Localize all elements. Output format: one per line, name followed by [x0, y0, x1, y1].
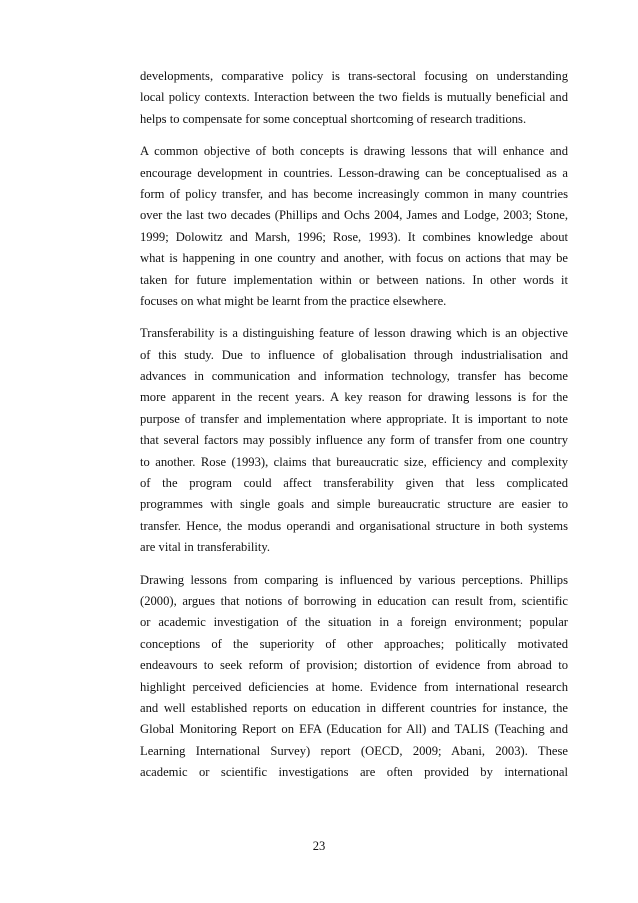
text-line: endeavours to seek reform of provision; distortion of evidence from abroad to — [140, 658, 568, 673]
text-line: programmes with single goals and simple bureaucratic structure are easier to — [140, 497, 568, 512]
text-line: developments, comparative policy is trans-sectoral focusing on understanding — [140, 69, 568, 83]
text-line: and well established reports on education in different countries for instance, the — [140, 700, 568, 715]
text-line: are vital in transferability. — [140, 540, 270, 555]
text-line: what is happening in one country and another, with focus on actions that may be — [140, 251, 568, 266]
text-line: conceptions of the superiority of other approaches; politically motivated — [140, 636, 568, 651]
text-line: Global Monitoring Report on EFA (Education for All) and TALIS (Teaching and — [140, 722, 568, 737]
paragraph-1 — [140, 66, 568, 130]
text-line: of the program could affect transferability given that less complicated — [140, 476, 568, 491]
text-line: Transferability is a distinguishing feature of lesson drawing which is an objective — [140, 326, 568, 341]
text-line: over the last two decades (Phillips and Ochs 2004, James and Lodge, 2003; Stone, — [140, 208, 568, 223]
text-line: highlight perceived deficiencies at home. Evidence from international research — [140, 679, 568, 694]
text-line: or academic investigation of the situation in a foreign environment; popular — [140, 615, 568, 630]
text-line: Learning International Survey) report (OECD, 2009; Abani, 2003). These — [140, 743, 568, 758]
text-line: that several factors may possibly influence any form of transfer from one country — [140, 433, 568, 448]
text-line: academic or scientific investigations are often provided by international — [140, 765, 568, 780]
text-line: taken for future implementation within or between nations. In other words it — [140, 272, 568, 287]
paragraph-3 — [140, 323, 568, 558]
text-line: of this study. Due to influence of globalisation through industrialisation and — [140, 347, 568, 362]
text-line: A common objective of both concepts is drawing lessons that will enhance and — [140, 144, 568, 159]
text-line: advances in communication and information technology, transfer has become — [140, 369, 568, 384]
text-line: to another. Rose (1993), claims that bureaucratic size, efficiency and complexity — [140, 454, 568, 469]
text-line: (2000), argues that notions of borrowing in education can result from, scientific — [140, 593, 568, 608]
text-line: local policy contexts. Interaction between the two fields is mutually beneficial and — [140, 90, 568, 105]
text-line: helps to compensate for some conceptual shortcoming of research traditions. — [140, 111, 527, 126]
text-line: focuses on what might be learnt from the practice elsewhere. — [140, 293, 447, 308]
paragraph-2 — [140, 141, 568, 312]
text-line: form of policy transfer, and has become increasingly common in many countries — [140, 186, 568, 201]
paragraph-4 — [140, 570, 568, 784]
text-line: more apparent in the recent years. A key reason for drawing lessons is for the — [140, 390, 568, 405]
text-line: transfer. Hence, the modus operandi and organisational structure in both systems — [140, 518, 568, 533]
page-number: 23 — [312, 839, 326, 853]
text-line: purpose of transfer and implementation where appropriate. It is important to note — [140, 411, 568, 426]
text-line: Drawing lessons from comparing is influenced by various perceptions. Phillips — [140, 572, 568, 587]
text-line: 1999; Dolowitz and Marsh, 1996; Rose, 1993). It combines knowledge about — [140, 229, 568, 244]
text-line: encourage development in countries. Lesson-drawing can be conceptualised as a — [140, 165, 568, 180]
body-text — [140, 66, 568, 795]
